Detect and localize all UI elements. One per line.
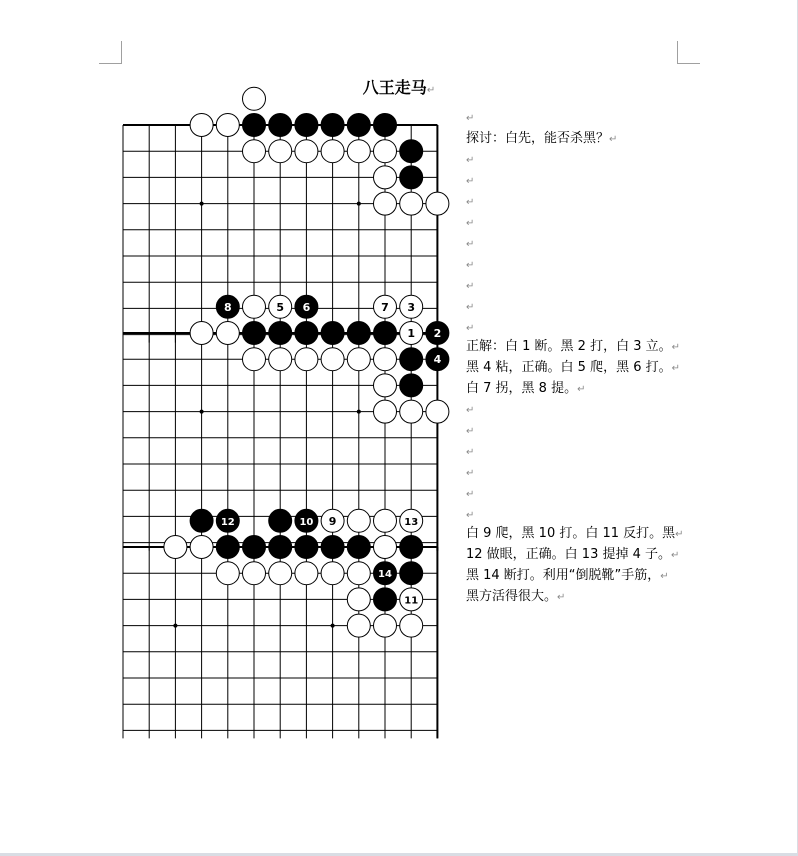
white-stone (164, 536, 187, 559)
white-stone (374, 192, 397, 215)
text-line (466, 544, 684, 565)
white-stone (400, 614, 423, 637)
paragraph-mark-icon: ↵ (557, 592, 566, 603)
white-stone (347, 614, 370, 637)
text-block-solution-2 (466, 523, 684, 607)
text-line (466, 565, 684, 586)
white-stone (374, 536, 397, 559)
paragraph-mark-icon: ↵ (466, 426, 475, 437)
black-stone (243, 114, 266, 137)
black-stone (269, 536, 292, 559)
text-block-solution-1 (466, 336, 680, 525)
text-line (466, 149, 617, 170)
star-point (173, 624, 177, 628)
white-stone (400, 400, 423, 423)
white-stone (374, 140, 397, 163)
black-stone (374, 322, 397, 345)
paragraph-mark-icon: ↵ (426, 85, 436, 96)
white-stone (347, 509, 370, 532)
move-number-label: 1 (407, 327, 416, 340)
white-stone (243, 140, 266, 163)
paragraph-mark-icon: ↵ (466, 260, 475, 271)
text-line (466, 420, 680, 441)
white-stone (321, 140, 344, 163)
document-title-text: 八王走马 (362, 78, 427, 97)
white-stone (400, 192, 423, 215)
white-stone (243, 295, 266, 318)
white-stone (374, 374, 397, 397)
text-line (466, 317, 617, 338)
white-stone (426, 400, 449, 423)
star-point (331, 624, 335, 628)
white-stone (374, 166, 397, 189)
white-stone (216, 322, 239, 345)
paragraph-mark-icon: ↵ (466, 405, 475, 416)
margin-corner-mark-right (677, 41, 700, 64)
move-number-label: 12 (220, 516, 235, 528)
black-stone (190, 509, 213, 532)
move-number-label: 2 (433, 327, 442, 340)
move-number-label: 13 (404, 516, 419, 528)
white-stone (269, 348, 292, 371)
text-line-content: 黑 14 断打。利用“倒脱靴”手筋， (466, 568, 661, 583)
text-line (466, 378, 680, 399)
move-number-label: 8 (223, 300, 232, 314)
black-stone (400, 166, 423, 189)
paragraph-mark-icon: ↵ (466, 218, 475, 229)
black-stone (400, 374, 423, 397)
white-stone (347, 140, 370, 163)
white-stone (321, 562, 344, 585)
black-stone (216, 536, 239, 559)
text-line (466, 399, 680, 420)
text-line-content: 白 9 爬，黑 10 打。白 11 反打。黑 (466, 526, 676, 541)
move-number-label: 4 (433, 353, 442, 367)
white-stone (347, 588, 370, 611)
white-stone (243, 348, 266, 371)
text-line (466, 296, 617, 317)
text-line-content: 白 7 拐，黑 8 提。 (466, 381, 578, 396)
white-stone (374, 348, 397, 371)
move-number-label: 9 (328, 514, 337, 528)
move-number-label: 10 (299, 516, 314, 528)
text-line (466, 233, 617, 254)
text-line (466, 441, 680, 462)
white-stone (295, 140, 318, 163)
white-stone (216, 114, 239, 137)
paragraph-mark-icon: ↵ (671, 550, 680, 561)
text-line (466, 483, 680, 504)
text-line (466, 462, 680, 483)
black-stone (374, 114, 397, 137)
paragraph-mark-icon: ↵ (466, 510, 475, 521)
black-stone (295, 114, 318, 137)
white-stone (347, 348, 370, 371)
black-stone (400, 536, 423, 559)
text-block-problem (466, 107, 617, 338)
black-stone (400, 562, 423, 585)
text-line (466, 254, 617, 275)
black-stone (243, 322, 266, 345)
white-stone (190, 114, 213, 137)
paragraph-mark-icon: ↵ (671, 363, 680, 374)
move-number-label: 6 (302, 300, 311, 314)
white-stone (374, 509, 397, 532)
white-stone (374, 614, 397, 637)
text-line (466, 170, 617, 191)
black-stone (295, 322, 318, 345)
black-stone (321, 322, 344, 345)
move-number-label: 5 (276, 300, 285, 314)
text-line (466, 128, 617, 149)
move-number-label: 11 (404, 595, 419, 607)
star-point (357, 202, 361, 206)
star-point (200, 410, 204, 414)
move-number-label: 3 (407, 300, 416, 314)
white-stone (243, 562, 266, 585)
go-board-solution-2 (100, 514, 460, 724)
black-stone (269, 114, 292, 137)
white-stone (190, 322, 213, 345)
paragraph-mark-icon: ↵ (466, 468, 475, 479)
white-stone (216, 562, 239, 585)
paragraph-mark-icon: ↵ (466, 155, 475, 166)
white-stone (426, 192, 449, 215)
white-stone (321, 348, 344, 371)
text-line-content: 探讨：白先，能否杀黑？ (466, 131, 610, 146)
white-stone (269, 140, 292, 163)
star-point (200, 202, 204, 206)
text-line (466, 357, 680, 378)
white-stone (295, 348, 318, 371)
text-line (466, 107, 617, 128)
white-stone (374, 400, 397, 423)
move-number-label: 14 (378, 569, 392, 581)
black-stone (243, 536, 266, 559)
paragraph-mark-icon: ↵ (466, 197, 475, 208)
paragraph-mark-icon: ↵ (675, 529, 684, 540)
black-stone (269, 322, 292, 345)
text-line-content: 正解：白 1 断。黑 2 打，白 3 立。 (466, 339, 672, 354)
paragraph-mark-icon: ↵ (466, 447, 475, 458)
paragraph-mark-icon: ↵ (466, 239, 475, 250)
paragraph-mark-icon: ↵ (466, 323, 475, 334)
text-line-content: 12 做眼，正确。白 13 提掉 4 子。 (466, 547, 672, 562)
paragraph-mark-icon: ↵ (609, 134, 618, 145)
paragraph-mark-icon: ↵ (466, 176, 475, 187)
white-stone (243, 87, 266, 110)
text-line (466, 191, 617, 212)
go-board-problem (100, 108, 460, 318)
black-stone (347, 114, 370, 137)
black-stone (400, 348, 423, 371)
paragraph-mark-icon: ↵ (466, 113, 475, 124)
text-line (466, 504, 680, 525)
paragraph-mark-icon: ↵ (466, 302, 475, 313)
white-stone (295, 562, 318, 585)
paragraph-mark-icon: ↵ (671, 342, 680, 353)
black-stone (347, 536, 370, 559)
paragraph-mark-icon: ↵ (577, 384, 586, 395)
text-line (466, 336, 680, 357)
go-board-solution-1 (100, 300, 460, 526)
margin-corner-mark-left (99, 41, 122, 64)
text-line (466, 212, 617, 233)
black-stone (347, 322, 370, 345)
star-point (357, 410, 361, 414)
white-stone (347, 562, 370, 585)
paragraph-mark-icon: ↵ (660, 571, 669, 582)
black-stone (295, 536, 318, 559)
text-line (466, 586, 684, 607)
paragraph-mark-icon: ↵ (466, 281, 475, 292)
black-stone (400, 140, 423, 163)
black-stone (321, 114, 344, 137)
paragraph-mark-icon: ↵ (466, 489, 475, 500)
move-number-label: 7 (381, 300, 389, 314)
black-stone (321, 536, 344, 559)
black-stone (269, 509, 292, 532)
black-stone (374, 588, 397, 611)
document-title (0, 75, 798, 98)
white-stone (269, 562, 292, 585)
white-stone (190, 536, 213, 559)
text-line (466, 523, 684, 544)
text-line (466, 275, 617, 296)
text-line-content: 黑方活得很大。 (466, 589, 558, 604)
text-line-content: 黑 4 粘，正确。白 5 爬，黑 6 打。 (466, 360, 672, 375)
